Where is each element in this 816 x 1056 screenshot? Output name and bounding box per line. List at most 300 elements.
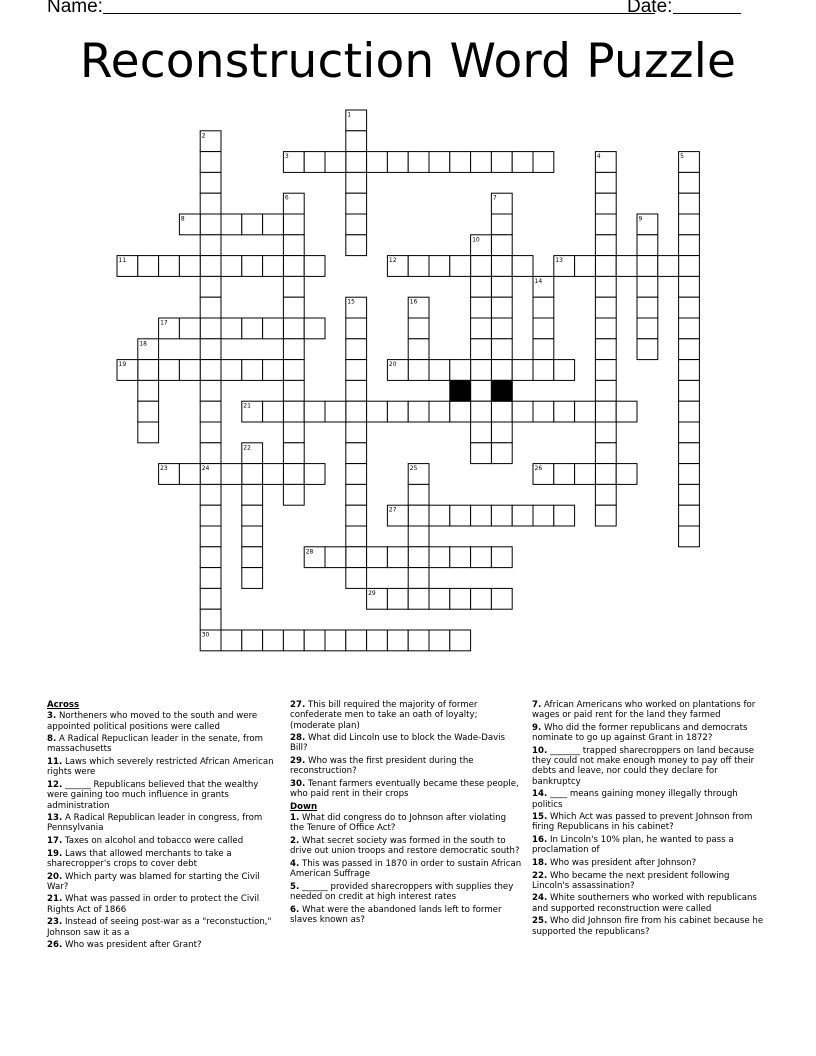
grid-cell[interactable]: [346, 526, 367, 547]
grid-cell[interactable]: [679, 380, 700, 401]
grid-cell[interactable]: [200, 422, 221, 443]
grid-cell[interactable]: [408, 484, 429, 505]
grid-cell[interactable]: [471, 339, 492, 360]
grid-cell[interactable]: [554, 464, 575, 485]
grid-cell[interactable]: [346, 401, 367, 422]
across-clue: [47, 836, 279, 846]
clue-number-label: 4: [596, 153, 601, 161]
clue-text: Instead of seeing post-war as a "reconstuction," Johnson saw it as a: [47, 917, 272, 938]
grid-cell[interactable]: [304, 464, 325, 485]
grid-cell[interactable]: [616, 401, 637, 422]
grid-cell[interactable]: [637, 339, 658, 360]
grid-cell[interactable]: [242, 464, 263, 485]
grid-cell[interactable]: [304, 152, 325, 173]
grid-cell[interactable]: [450, 401, 471, 422]
grid-cell[interactable]: [679, 172, 700, 193]
clue-number-label: 10: [472, 236, 480, 244]
grid-cell[interactable]: [637, 256, 658, 277]
grid-cell[interactable]: [679, 235, 700, 256]
grid-cell[interactable]: [242, 505, 263, 526]
clue-text: What secret society was formed in the south to drive out union troops and restore democratic south?: [290, 836, 520, 857]
grid-cell[interactable]: [200, 339, 221, 360]
grid-cell[interactable]: [200, 609, 221, 630]
clue-text: This was passed in 1870 in order to sustain African American Suffrage: [290, 858, 522, 880]
grid-cell[interactable]: [491, 360, 512, 381]
grid-cell[interactable]: [491, 256, 512, 277]
clue-number-label: 17: [160, 319, 168, 327]
grid-cell[interactable]: [304, 401, 325, 422]
grid-cell[interactable]: [595, 422, 616, 443]
grid-cell[interactable]: [346, 318, 367, 339]
grid-cell[interactable]: [429, 547, 450, 568]
grid-cell[interactable]: [533, 318, 554, 339]
clue-number-label: 8: [180, 215, 185, 223]
clue-text: Taxes on alcohol and tobacco were called: [62, 836, 244, 847]
grid-cell[interactable]: [283, 443, 304, 464]
clue-text: What did Lincoln use to block the Wade-Davis Bill?: [290, 733, 506, 754]
down-clue: [532, 789, 764, 810]
grid-cell[interactable]: [471, 443, 492, 464]
clue-number-label: 2: [201, 132, 206, 140]
grid-cell[interactable]: [263, 630, 284, 651]
grid-cell[interactable]: [346, 214, 367, 235]
name-label: Name:: [47, 0, 103, 17]
grid-cell[interactable]: [575, 401, 596, 422]
clue-number: 3.: [47, 711, 57, 722]
across-clue: [47, 940, 279, 950]
grid-cell[interactable]: [200, 588, 221, 609]
grid-cell[interactable]: [429, 588, 450, 609]
clue-number: 21.: [47, 894, 63, 905]
grid-cell[interactable]: [616, 464, 637, 485]
grid-cell[interactable]: [533, 297, 554, 318]
grid-cell[interactable]: [263, 214, 284, 235]
grid-cell[interactable]: [283, 401, 304, 422]
grid-cell[interactable]: [346, 235, 367, 256]
grid-cell[interactable]: [512, 401, 533, 422]
grid-cell[interactable]: [200, 505, 221, 526]
grid-cell[interactable]: [637, 276, 658, 297]
clue-text: African Americans who worked on plantations for wages or paid rent for the land they farmed: [532, 700, 756, 721]
grid-cell[interactable]: [471, 360, 492, 381]
grid-cell[interactable]: [242, 360, 263, 381]
grid-cell[interactable]: [595, 193, 616, 214]
grid-cell[interactable]: [450, 360, 471, 381]
clue-number-label: 24: [201, 465, 210, 473]
grid-cell[interactable]: [283, 297, 304, 318]
grid-cell[interactable]: [200, 276, 221, 297]
grid-cell[interactable]: [346, 568, 367, 589]
grid-cell[interactable]: [679, 422, 700, 443]
grid-cell[interactable]: [491, 588, 512, 609]
grid-cell[interactable]: [595, 380, 616, 401]
grid-cell[interactable]: [200, 526, 221, 547]
grid-cell[interactable]: [408, 339, 429, 360]
grid-cell[interactable]: [471, 588, 492, 609]
grid-cell[interactable]: [221, 630, 242, 651]
grid-cell[interactable]: [491, 422, 512, 443]
grid-cell[interactable]: [242, 484, 263, 505]
grid-cell[interactable]: [658, 256, 679, 277]
grid-cell[interactable]: [471, 297, 492, 318]
grid-cell[interactable]: [179, 464, 200, 485]
grid-cell[interactable]: [429, 630, 450, 651]
grid-cell[interactable]: [242, 526, 263, 547]
clues-column-3: [532, 700, 764, 939]
grid-cell[interactable]: [408, 152, 429, 173]
grid-cell[interactable]: [200, 568, 221, 589]
clue-number-label: 28: [305, 548, 314, 556]
grid-cell[interactable]: [471, 256, 492, 277]
grid-cell[interactable]: [408, 547, 429, 568]
grid-cell[interactable]: [595, 214, 616, 235]
grid-cell[interactable]: [283, 276, 304, 297]
grid-cell[interactable]: [450, 505, 471, 526]
grid-cell[interactable]: [429, 256, 450, 277]
grid-cell[interactable]: [575, 464, 596, 485]
clue-number: 30.: [290, 778, 306, 789]
clue-number: 29.: [290, 756, 306, 767]
grid-cell[interactable]: [263, 464, 284, 485]
clue-number-label: 9: [638, 215, 643, 223]
grid-cell[interactable]: [387, 401, 408, 422]
grid-cell[interactable]: [408, 256, 429, 277]
grid-cell[interactable]: [283, 214, 304, 235]
grid-cell[interactable]: [679, 193, 700, 214]
grid-cell[interactable]: [429, 152, 450, 173]
down-heading: Down: [290, 801, 318, 812]
grid-cell[interactable]: [242, 547, 263, 568]
grid-cell[interactable]: [595, 484, 616, 505]
grid-cell[interactable]: [471, 505, 492, 526]
grid-cell[interactable]: [533, 401, 554, 422]
grid-cell[interactable]: [221, 318, 242, 339]
grid-cell[interactable]: [200, 401, 221, 422]
clue-number: 5.: [290, 881, 300, 892]
grid-cell[interactable]: [200, 297, 221, 318]
grid-cell[interactable]: [679, 401, 700, 422]
grid-cell[interactable]: [283, 360, 304, 381]
grid-cell[interactable]: [491, 339, 512, 360]
grid-cell[interactable]: [595, 172, 616, 193]
clue-number: 4.: [290, 858, 300, 869]
clues-column-1: [47, 700, 279, 953]
grid-cell[interactable]: [491, 152, 512, 173]
clue-number-label: 5: [680, 153, 684, 161]
grid-cell[interactable]: [346, 172, 367, 193]
grid-cell[interactable]: [429, 401, 450, 422]
grid-cell[interactable]: [200, 193, 221, 214]
grid-cell[interactable]: [387, 588, 408, 609]
down-clue: [532, 812, 764, 833]
grid-cell[interactable]: [346, 505, 367, 526]
grid-cell[interactable]: [242, 318, 263, 339]
grid-cell[interactable]: [491, 276, 512, 297]
grid-cell[interactable]: [554, 505, 575, 526]
grid-cell[interactable]: [595, 339, 616, 360]
grid-cell[interactable]: [679, 464, 700, 485]
grid-cell[interactable]: [325, 630, 346, 651]
grid-cell[interactable]: [595, 464, 616, 485]
grid-cell[interactable]: [304, 256, 325, 277]
down-clue: [290, 905, 522, 926]
grid-cell[interactable]: [346, 484, 367, 505]
grid-cell[interactable]: [491, 297, 512, 318]
grid-cell[interactable]: [450, 547, 471, 568]
clue-number-label: 26: [534, 465, 543, 473]
grid-cell[interactable]: [408, 401, 429, 422]
grid-cell[interactable]: [346, 422, 367, 443]
grid-cell[interactable]: [679, 318, 700, 339]
grid-cell[interactable]: [200, 318, 221, 339]
grid-cell[interactable]: [200, 152, 221, 173]
grid-cell[interactable]: [533, 339, 554, 360]
grid-cell[interactable]: [595, 276, 616, 297]
clue-number: 18.: [532, 857, 548, 868]
grid-cell[interactable]: [679, 526, 700, 547]
grid-cell[interactable]: [595, 505, 616, 526]
down-clue: [532, 871, 764, 892]
grid-cell[interactable]: [637, 297, 658, 318]
clue-number: 20.: [47, 871, 63, 882]
grid-cell[interactable]: [179, 318, 200, 339]
clue-number: 22.: [532, 870, 548, 881]
grid-cell[interactable]: [242, 256, 263, 277]
grid-cell[interactable]: [450, 588, 471, 609]
grid-cell[interactable]: [221, 214, 242, 235]
grid-cell[interactable]: [595, 401, 616, 422]
grid-cell[interactable]: [595, 360, 616, 381]
grid-cell[interactable]: [283, 339, 304, 360]
grid-cell[interactable]: [408, 588, 429, 609]
grid-cell[interactable]: [346, 152, 367, 173]
clue-number: 27.: [290, 700, 306, 710]
grid-cell[interactable]: [200, 360, 221, 381]
across-clue: [47, 872, 279, 893]
clue-number-label: 11: [118, 257, 127, 265]
grid-cell[interactable]: [283, 630, 304, 651]
grid-cell[interactable]: [263, 401, 284, 422]
grid-cell[interactable]: [304, 630, 325, 651]
grid-cell[interactable]: [138, 360, 159, 381]
grid-cell[interactable]: [200, 380, 221, 401]
grid-cell[interactable]: [346, 131, 367, 152]
clue-text: ____ means gaining money illegally through politics: [532, 789, 738, 810]
grid-cell[interactable]: [263, 360, 284, 381]
grid-cell[interactable]: [283, 235, 304, 256]
grid-cell[interactable]: [387, 547, 408, 568]
grid-cell[interactable]: [200, 256, 221, 277]
black-cell: [450, 380, 471, 401]
grid-cell[interactable]: [471, 318, 492, 339]
grid-cell[interactable]: [387, 630, 408, 651]
grid-cell[interactable]: [221, 256, 242, 277]
grid-cell[interactable]: [533, 152, 554, 173]
clue-text: Who did the former republicans and democrats nominate to go up against Grant in 1872?: [532, 722, 748, 744]
grid-cell[interactable]: [346, 360, 367, 381]
grid-cell[interactable]: [679, 443, 700, 464]
grid-cell[interactable]: [408, 505, 429, 526]
across-clue: [47, 757, 279, 778]
grid-cell[interactable]: [346, 193, 367, 214]
clue-number: 11.: [47, 757, 63, 768]
grid-cell[interactable]: [595, 318, 616, 339]
down-clue: [532, 723, 764, 744]
grid-cell[interactable]: [263, 318, 284, 339]
grid-cell[interactable]: [242, 630, 263, 651]
grid-cell[interactable]: [679, 484, 700, 505]
clue-number-label: 15: [347, 298, 355, 306]
grid-cell[interactable]: [325, 152, 346, 173]
grid-cell[interactable]: [200, 443, 221, 464]
grid-cell[interactable]: [533, 360, 554, 381]
grid-cell[interactable]: [450, 256, 471, 277]
clues-column-2: [290, 700, 522, 928]
grid-cell[interactable]: [367, 401, 388, 422]
grid-cell[interactable]: [679, 505, 700, 526]
grid-cell[interactable]: [283, 422, 304, 443]
clue-text: What were the abandoned lands left to former slaves known as?: [290, 904, 502, 926]
grid-cell[interactable]: [346, 464, 367, 485]
grid-cell[interactable]: [367, 547, 388, 568]
grid-cell[interactable]: [512, 152, 533, 173]
clue-number: 10.: [532, 745, 548, 756]
grid-cell[interactable]: [471, 422, 492, 443]
grid-cell[interactable]: [283, 318, 304, 339]
grid-cell[interactable]: [138, 256, 159, 277]
grid-cell[interactable]: [283, 464, 304, 485]
grid-cell[interactable]: [679, 339, 700, 360]
grid-cell[interactable]: [429, 505, 450, 526]
grid-cell[interactable]: [408, 630, 429, 651]
grid-cell[interactable]: [595, 443, 616, 464]
grid-cell[interactable]: [138, 401, 159, 422]
grid-cell[interactable]: [408, 526, 429, 547]
grid-cell[interactable]: [679, 214, 700, 235]
grid-cell[interactable]: [179, 360, 200, 381]
grid-cell[interactable]: [346, 547, 367, 568]
grid-cell[interactable]: [138, 380, 159, 401]
grid-cell[interactable]: [595, 256, 616, 277]
grid-cell[interactable]: [429, 360, 450, 381]
grid-cell[interactable]: [346, 630, 367, 651]
grid-cell[interactable]: [200, 547, 221, 568]
grid-cell[interactable]: [283, 380, 304, 401]
grid-cell[interactable]: [408, 568, 429, 589]
clue-number-label: 25: [409, 465, 418, 473]
clue-number-label: 3: [284, 153, 289, 161]
grid-cell[interactable]: [200, 484, 221, 505]
across-clue: [290, 756, 522, 777]
grid-cell[interactable]: [408, 318, 429, 339]
across-clue: [290, 733, 522, 754]
grid-cell[interactable]: [263, 256, 284, 277]
grid-cell[interactable]: [512, 256, 533, 277]
grid-cell[interactable]: [679, 360, 700, 381]
grid-cell[interactable]: [637, 318, 658, 339]
grid-cell[interactable]: [512, 505, 533, 526]
clue-number: 2.: [290, 836, 300, 847]
grid-cell[interactable]: [450, 152, 471, 173]
grid-cell[interactable]: [450, 630, 471, 651]
clue-number: 16.: [532, 835, 548, 846]
clue-number-label: 14: [534, 277, 543, 285]
grid-cell[interactable]: [138, 422, 159, 443]
grid-cell[interactable]: [242, 214, 263, 235]
grid-cell[interactable]: [471, 547, 492, 568]
grid-cell[interactable]: [325, 401, 346, 422]
down-clue: [532, 746, 764, 787]
clue-number: 19.: [47, 848, 63, 859]
grid-cell[interactable]: [616, 256, 637, 277]
grid-cell[interactable]: [283, 256, 304, 277]
grid-cell[interactable]: [471, 276, 492, 297]
grid-cell[interactable]: [679, 276, 700, 297]
grid-cell[interactable]: [179, 256, 200, 277]
grid-cell[interactable]: [242, 568, 263, 589]
grid-cell[interactable]: [221, 360, 242, 381]
grid-cell[interactable]: [221, 464, 242, 485]
grid-cell[interactable]: [491, 235, 512, 256]
grid-cell[interactable]: [491, 401, 512, 422]
grid-cell[interactable]: [491, 318, 512, 339]
grid-cell[interactable]: [491, 214, 512, 235]
clue-number: 7.: [532, 700, 542, 710]
grid-cell[interactable]: [471, 152, 492, 173]
clue-text: A Radical Repuclican leader in the senate, from massachusetts: [47, 734, 263, 755]
grid-cell[interactable]: [679, 256, 700, 277]
grid-cell[interactable]: [491, 547, 512, 568]
grid-cell[interactable]: [679, 297, 700, 318]
grid-cell[interactable]: [408, 360, 429, 381]
grid-cell[interactable]: [387, 152, 408, 173]
grid-cell[interactable]: [325, 547, 346, 568]
across-clue: [47, 849, 279, 870]
clue-number: 8.: [47, 734, 57, 745]
black-cell: [491, 380, 512, 401]
grid-cell[interactable]: [471, 380, 492, 401]
grid-cell[interactable]: [554, 360, 575, 381]
grid-cell[interactable]: [491, 505, 512, 526]
grid-cell[interactable]: [346, 443, 367, 464]
grid-cell[interactable]: [367, 152, 388, 173]
grid-cell[interactable]: [304, 318, 325, 339]
clue-text: _______ trapped sharecroppers on land because they could not make enough money to pay off their debts and leave, nor could they declare for bankruptcy: [532, 745, 755, 787]
grid-cell[interactable]: [159, 256, 180, 277]
grid-cell[interactable]: [575, 256, 596, 277]
clue-text: In Lincoln's 10% plan, he wanted to pass a proclamation of: [532, 835, 734, 856]
grid-cell[interactable]: [512, 360, 533, 381]
clue-number-label: 19: [118, 361, 127, 369]
grid-cell[interactable]: [637, 235, 658, 256]
grid-cell[interactable]: [595, 235, 616, 256]
across-clue: [47, 780, 279, 811]
grid-cell[interactable]: [471, 401, 492, 422]
grid-cell[interactable]: [491, 443, 512, 464]
grid-cell[interactable]: [346, 380, 367, 401]
clue-text: White southerners who worked with republicans and supported reconstruction were called: [532, 893, 757, 914]
grid-cell[interactable]: [533, 505, 554, 526]
grid-cell[interactable]: [595, 297, 616, 318]
grid-cell[interactable]: [200, 214, 221, 235]
grid-cell[interactable]: [367, 630, 388, 651]
grid-cell[interactable]: [346, 339, 367, 360]
grid-cell[interactable]: [159, 360, 180, 381]
grid-cell[interactable]: [283, 484, 304, 505]
grid-cell[interactable]: [200, 172, 221, 193]
grid-cell[interactable]: [554, 401, 575, 422]
grid-cell[interactable]: [200, 235, 221, 256]
